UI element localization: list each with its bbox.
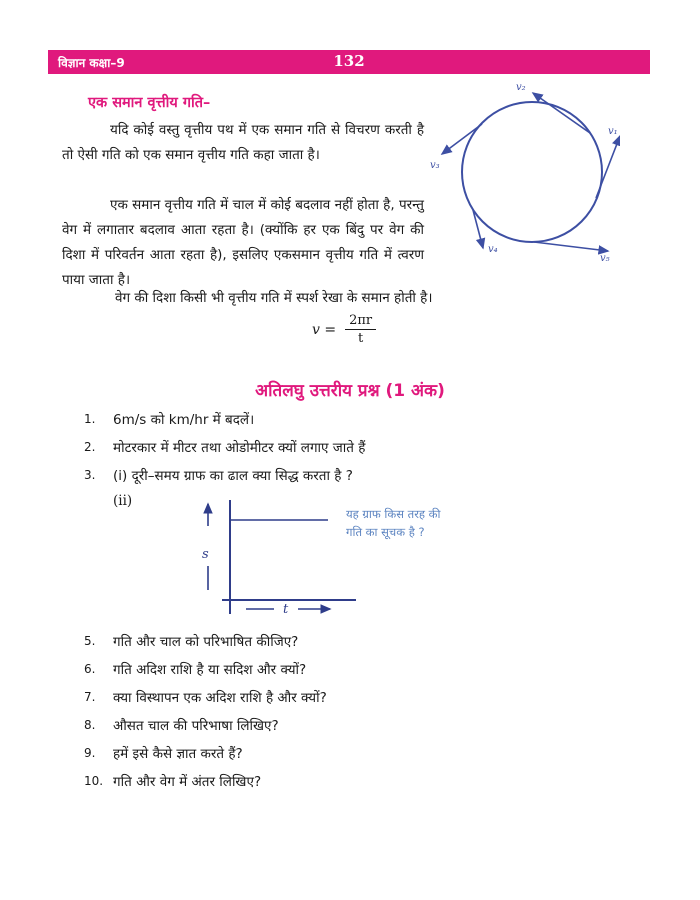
question-item: 9. हमें इसे कैसे ज्ञात करते हैं? bbox=[84, 746, 243, 762]
question-item: 7. क्या विस्थापन एक अदिश राशि है और क्यों? bbox=[84, 690, 327, 706]
page-number: 132 bbox=[333, 52, 365, 70]
paragraph-definition: यदि कोई वस्तु वृत्तीय पथ में एक समान गति से विचरण करती है तो ऐसी गति को एक समान वृत्तीय गति कहा जाता है। bbox=[62, 122, 424, 163]
question-item: 1. 6m/s को km/hr में बदलें। bbox=[84, 412, 255, 428]
question-item: 8. औसत चाल की परिभाषा लिखिए? bbox=[84, 718, 279, 734]
section-heading: एक समान वृत्तीय गति– bbox=[88, 95, 211, 111]
formula-numerator: 2πr bbox=[345, 313, 376, 330]
circular-motion-figure bbox=[430, 76, 620, 266]
page-header bbox=[48, 50, 650, 74]
x-axis-label: t bbox=[283, 602, 289, 617]
question-item: 3. (i) दूरी–समय ग्राफ का ढाल क्या सिद्ध करता है ? bbox=[84, 468, 353, 484]
questions-heading: अतिलघु उत्तरीय प्रश्न (1 अंक) bbox=[255, 381, 445, 401]
velocity-arrow-v1 bbox=[596, 136, 620, 198]
graph-caption-line2: गति का सूचक है ? bbox=[346, 525, 425, 539]
formula-denominator: t bbox=[357, 331, 364, 346]
distance-time-graph bbox=[196, 496, 506, 620]
label-v1: v₁ bbox=[608, 126, 618, 137]
question-item: 6. गति अदिश राशि है या सदिश और क्यों? bbox=[84, 662, 307, 678]
label-v2: v₂ bbox=[516, 82, 526, 93]
velocity-arrow-v2 bbox=[533, 93, 590, 133]
question-item: 10. गति और वेग में अंतर लिखिए? bbox=[84, 774, 262, 790]
velocity-arrow-v3 bbox=[442, 124, 482, 154]
question-subitem-label: (ii) bbox=[113, 493, 133, 509]
velocity-arrow-v5 bbox=[534, 242, 608, 251]
circle-path bbox=[462, 102, 602, 242]
question-item: 5. गति और चाल को परिभाषित कीजिए? bbox=[84, 634, 299, 650]
question-item: 2. मोटरकार में मीटर तथा ओडोमीटर क्यों लगाए जाते हैं bbox=[84, 440, 366, 456]
formula-fraction bbox=[345, 313, 376, 346]
velocity-direction-note: वेग की दिशा किसी भी वृत्तीय गति में स्पर्श रेखा के समान होती है। bbox=[115, 290, 433, 306]
formula-lhs: v = bbox=[312, 321, 337, 338]
label-v3: v₃ bbox=[430, 160, 440, 171]
paragraph-explanation: एक समान वृत्तीय गति में चाल में कोई बदलाव नहीं होता है, परन्तु वेग में लगातार बदलाव आता रहता है। (क्योंकि हर एक बिंदु पर वेग की दिशा में परिवर्तन आता रहता है), इसलिए एकसमान वृत्तीय गति में त्वरण पाया जाता है। bbox=[62, 197, 424, 288]
graph-caption-line1: यह ग्राफ किस तरह की bbox=[346, 507, 441, 521]
subject-class-label: विज्ञान कक्षा–9 bbox=[58, 56, 125, 70]
label-v4: v₄ bbox=[488, 244, 498, 255]
velocity-formula bbox=[312, 313, 376, 346]
label-v5: v₅ bbox=[600, 253, 610, 264]
y-axis-label: s bbox=[202, 547, 209, 562]
